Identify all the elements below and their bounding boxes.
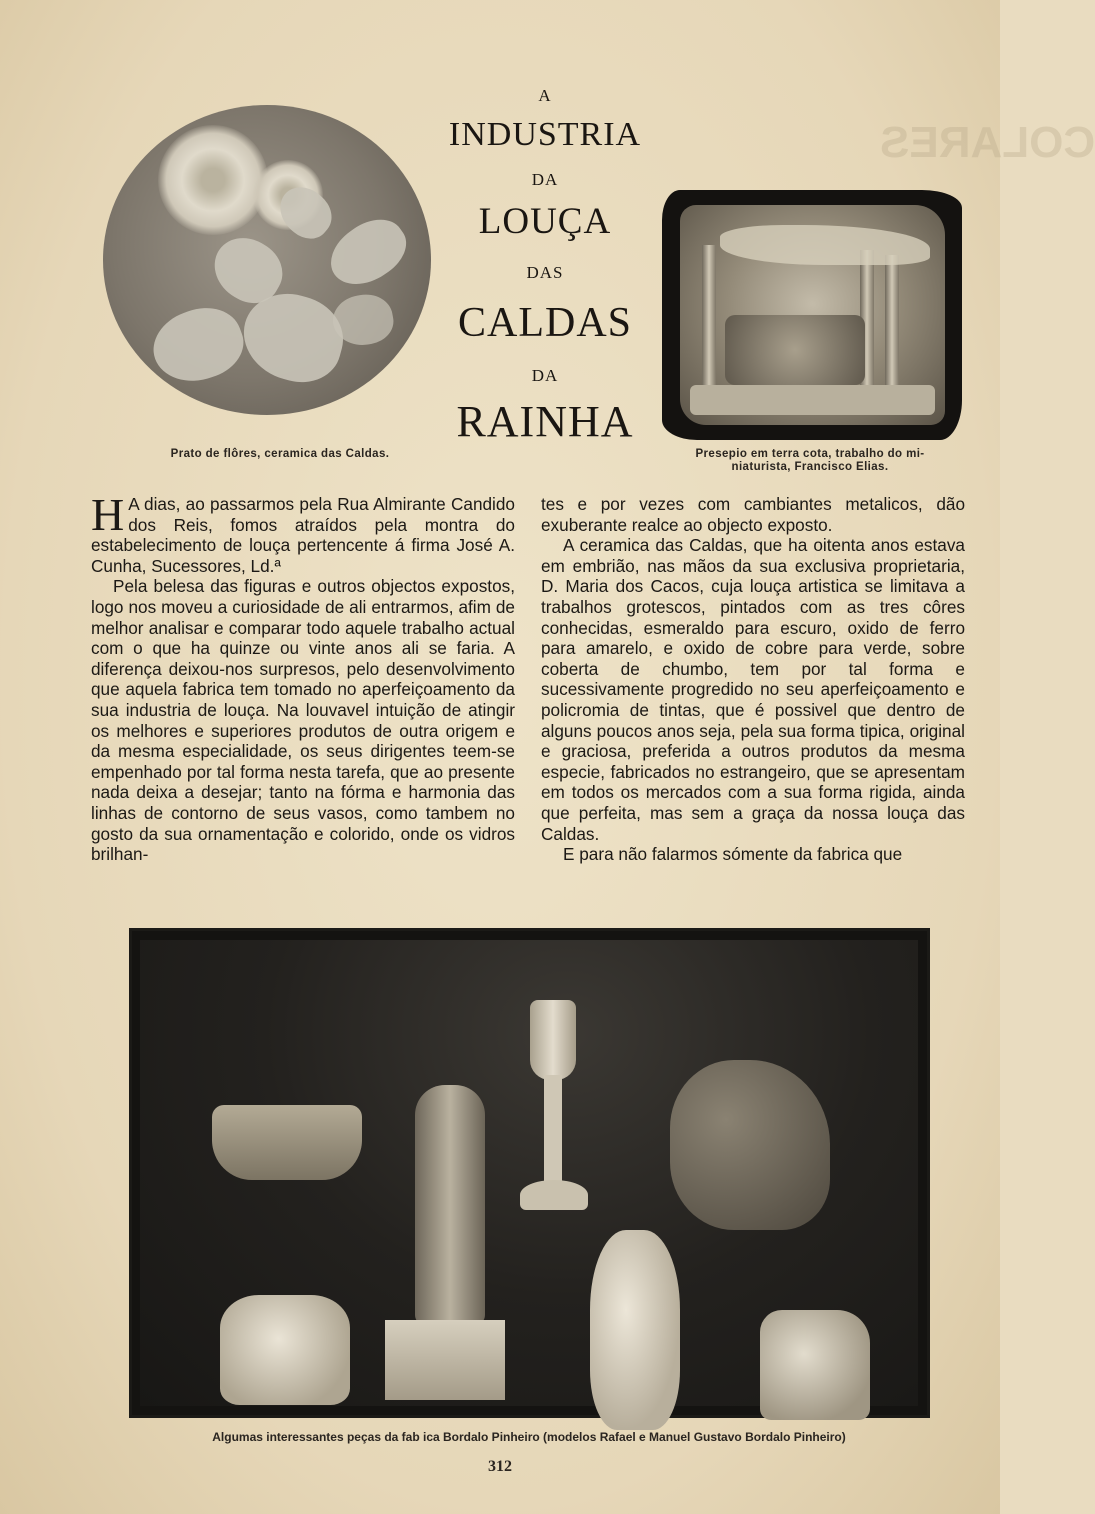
title-line-1: A bbox=[538, 86, 552, 105]
title-line-4: LOUÇA bbox=[478, 201, 612, 242]
article-paragraph-4: A ceramica das Caldas, que ha oitenta anos estava em embrião, nas mãos da sua exclusiva proprietaria, D. Maria dos Cacos, cuja louça artistica se limitava a trabalhos grotescos, pintados com as tres côres conhecidas, esmeraldo para escuro, oxido de ferro para amarelo, e oxido de cobre para verde, sobre coberta de chumbo, tem por tal forma e sucessivamente progredido no seu aperfeiçoamento e policromia de tintas, que é possivel que dentro de alguns poucos anos seja, pela sua forma tipica, original e graciosa, preferida a outros produtos da mesma especie, fabricados no estrangeiro, que se apresentam em todos os mercados com a sua forma rigida, ainda que perfeita, mas sem a graça da nossa louça das Caldas. bbox=[541, 535, 965, 844]
inkwell-object bbox=[760, 1310, 870, 1420]
presepio-caption-line-1: Presepio em terra cota, trabalho do mi- bbox=[695, 448, 925, 460]
bleed-through-text: COLARES bbox=[880, 118, 1095, 167]
article-paragraph-1: A dias, ao passarmos pela Rua Almirante Candido dos Reis, fomos atraídos pela montra do estabelecimento de louça pertencente á firma José A. Cunha, Sucessores, Ld.ª bbox=[91, 494, 515, 576]
vase-object bbox=[590, 1230, 680, 1430]
page-number: 312 bbox=[488, 1458, 512, 1475]
article-paragraph-5: E para não falarmos sómente da fabrica que bbox=[563, 844, 903, 865]
presepio-caption-line-2: niaturista, Francisco Elias. bbox=[731, 461, 889, 473]
drop-cap: H bbox=[91, 489, 125, 540]
article-paragraph-3: tes e por vezes com cambiantes metalicos, dão exuberante realce ao objecto exposto. bbox=[541, 494, 965, 535]
plate-caption: Prato de flôres, ceramica das Caldas. bbox=[170, 448, 390, 460]
cat-object bbox=[220, 1295, 350, 1405]
goblet-object bbox=[530, 1000, 576, 1080]
ceramics-photo bbox=[140, 940, 918, 1406]
figure-object bbox=[415, 1085, 485, 1325]
presepio-photo bbox=[680, 205, 945, 425]
article-paragraph-2: Pela belesa das figuras e outros objectos expostos, logo nos moveu a curiosidade de ali entrarmos, afim de melhor analisar e comparar todo aquele trabalho actual com o que ha quinze ou vinte anos ali se faria. A diferença deixou-nos surpresos, pelo desenvolvimento que aquela fabrica tem tomado no aperfeiçoamento da sua industria de louça. Na louvavel intuição de atingir os melhores e superiores produtos de outra origem e da mesma especialidade, os seus dirigentes teem-se empenhado por tal forma nesta tarefa, que ao presente nada deixa a desejar; tanto na fórma e harmonia das linhas de contorno de seus vasos, como tambem no gosto da sua ornamentação e colorido, onde os vidros brilhan- bbox=[91, 576, 515, 865]
title-line-3: DA bbox=[531, 170, 559, 189]
title-line-8: RAINHA bbox=[456, 397, 634, 446]
plate-photo bbox=[103, 105, 431, 415]
title-line-7: DA bbox=[531, 366, 559, 385]
article-column-right bbox=[541, 494, 965, 865]
title-line-2: INDUSTRIA bbox=[448, 116, 642, 153]
article-column-left bbox=[91, 489, 515, 865]
bowl-object bbox=[212, 1105, 362, 1180]
title-line-6: CALDAS bbox=[457, 300, 633, 346]
title-line-5: DAS bbox=[526, 263, 564, 282]
dragon-object bbox=[670, 1060, 830, 1230]
photo-caption: Algumas interessantes peças da fab ica Bordalo Pinheiro (modelos Rafael e Manuel Gustavo Bordalo Pinheiro) bbox=[212, 1430, 846, 1444]
